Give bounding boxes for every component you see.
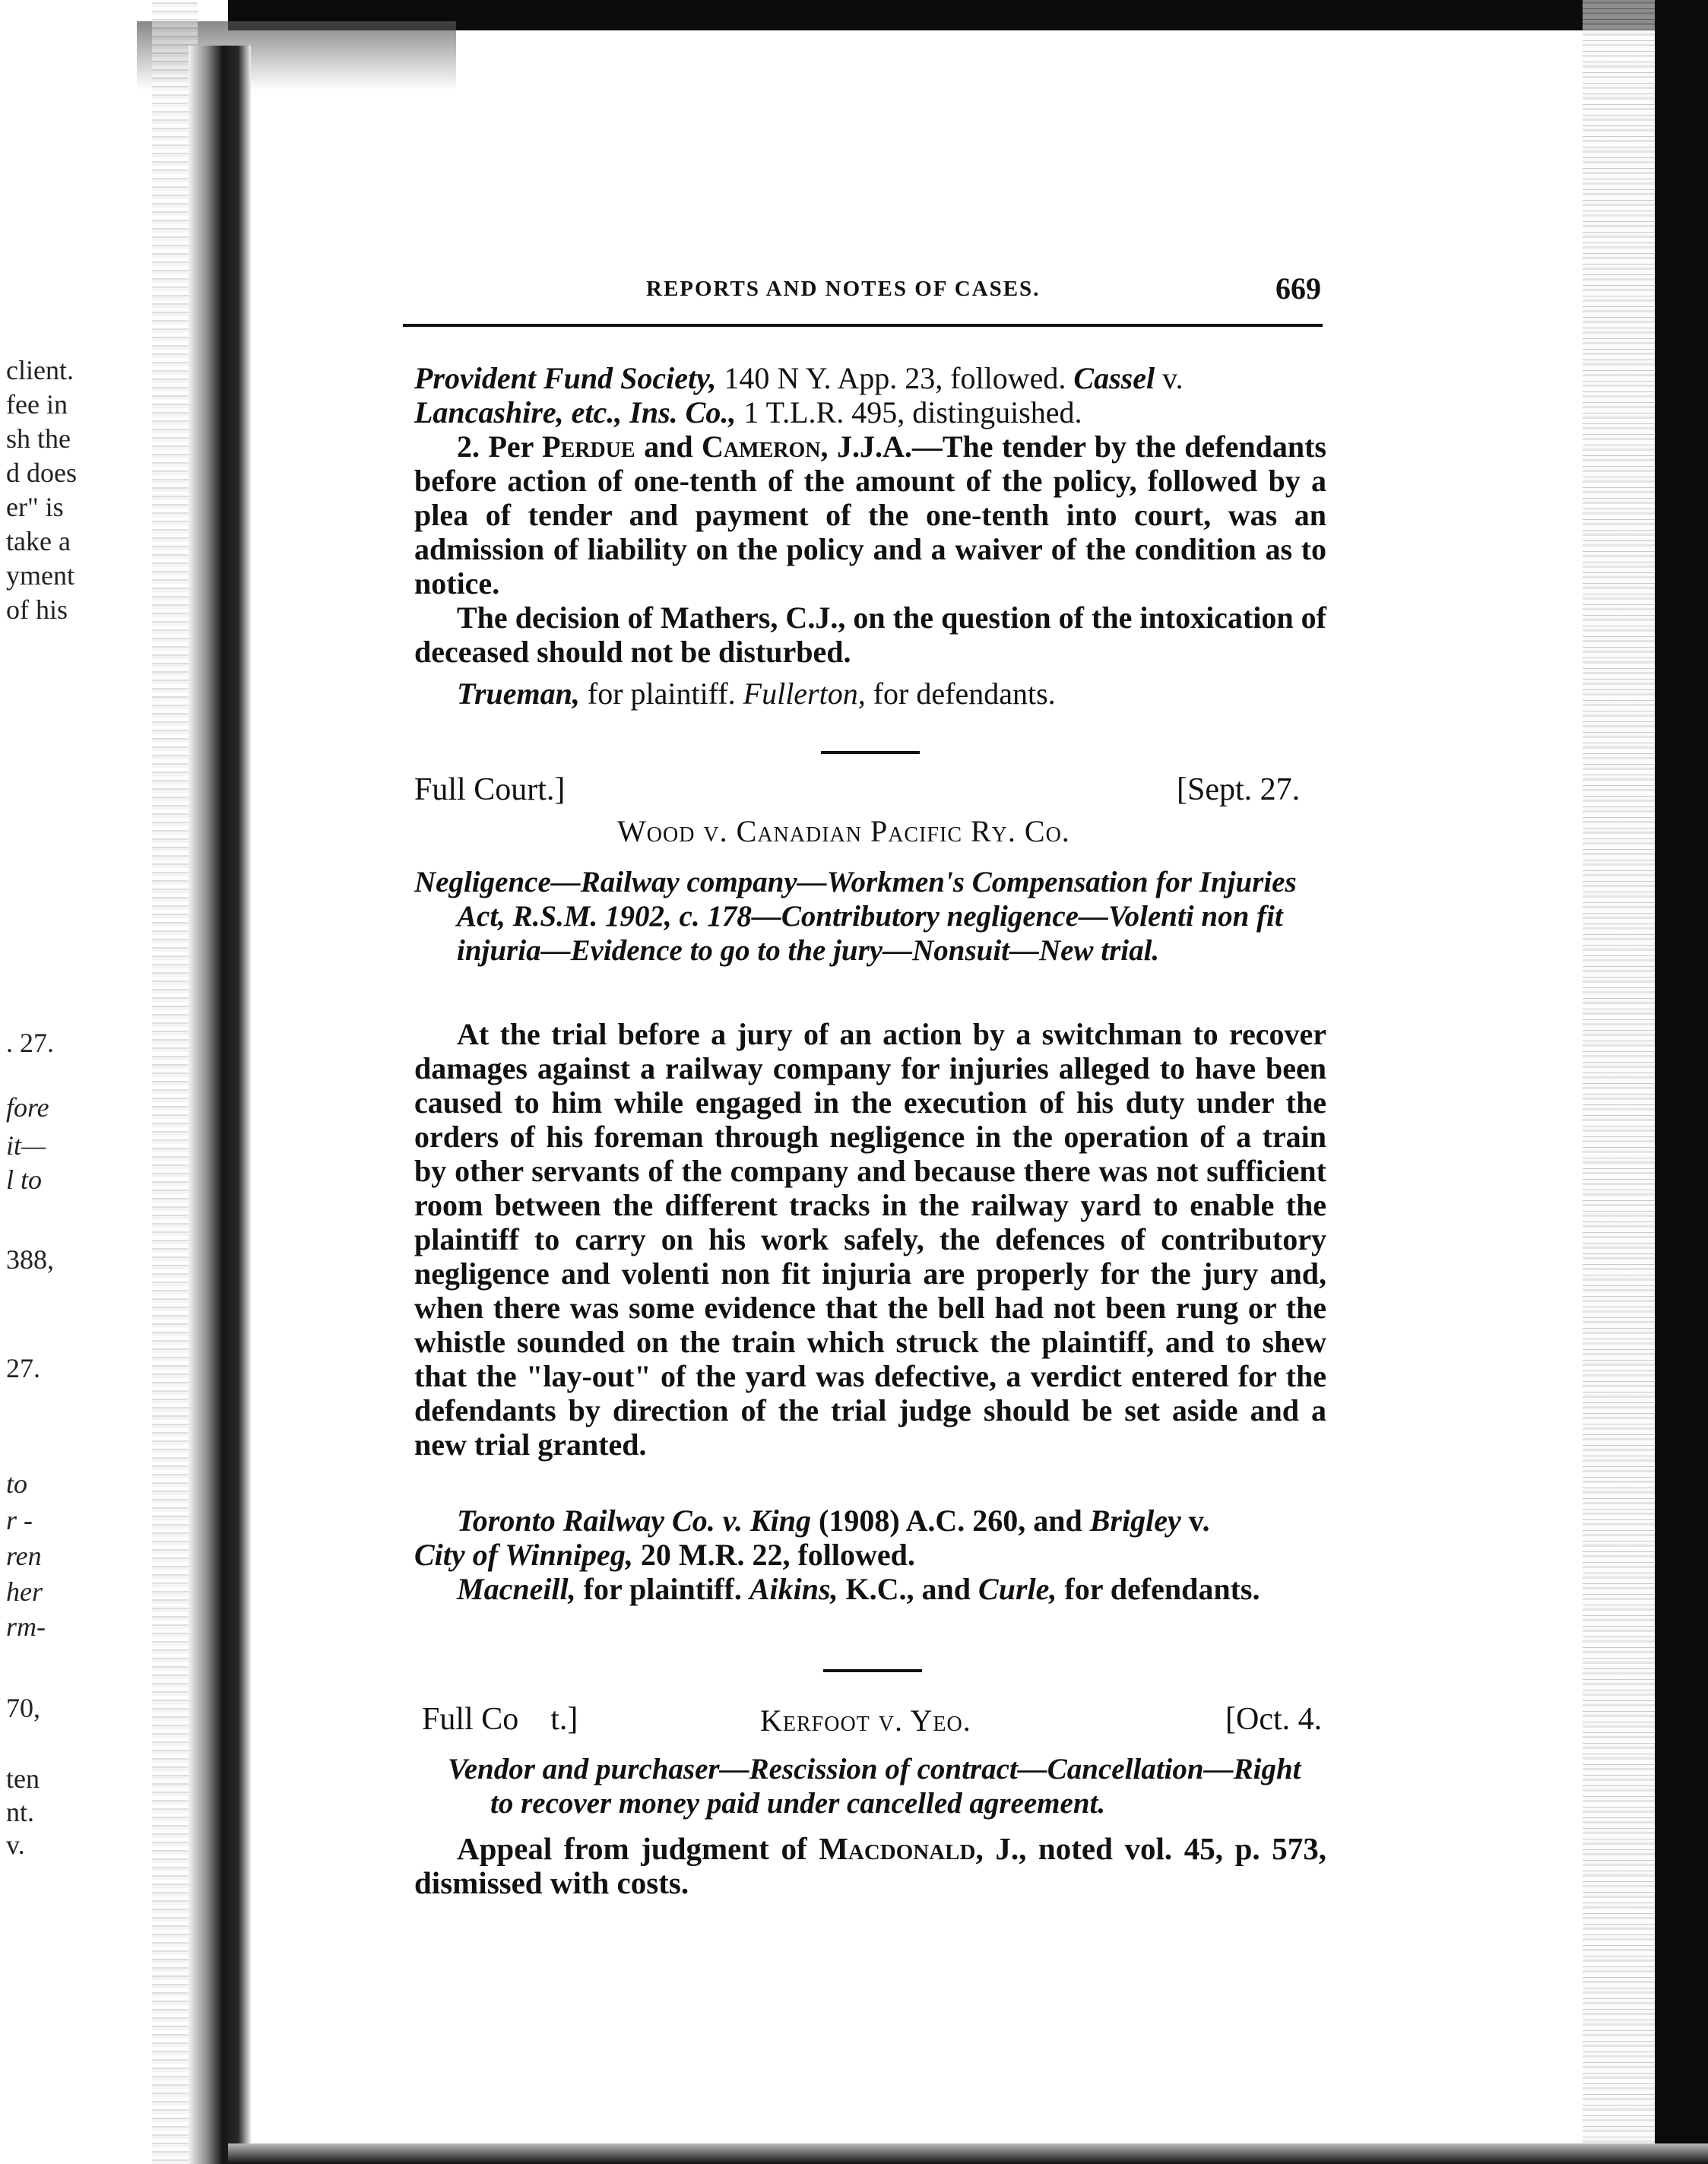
case-summary: At the trial before a jury of an action by a switchman to recover damages against a railway company for injuries alleged to have been caused to him while engaged in the execution of his duty under the orders of his foreman through negligence in the operation of a train by other servants of the company and because there was not sufficient room between the different tracks in the railway yard to enable the plaintiff to carry on his work safely, the defences of contributory negligence and volenti non fit injuria are properly for the jury and, when there was some evidence that the bell had not been rung or the whistle sounded on the train which struck the plaintiff, and to shew that the "lay-out" of the yard was defective, a verdict entered for the defendants by direction of the trial judge should be set aside and a new trial granted. (414, 1017, 1326, 1462)
text: for defendants. (865, 676, 1056, 711)
judge-name: Macdonald (819, 1831, 976, 1866)
counsel-name: Fullerton, (743, 676, 866, 711)
counsel-line (414, 1572, 1326, 1606)
text: and (635, 429, 702, 464)
fragment-line: l to (6, 1164, 43, 1195)
header-rule (403, 324, 1323, 327)
judge-name: Cameron (702, 429, 821, 464)
text: for defendants. (1057, 1572, 1260, 1606)
case-date: [Oct. 4. (1225, 1702, 1323, 1737)
fragment-line: 388, (6, 1244, 54, 1275)
fragment-line: it— (6, 1130, 46, 1161)
case-name: Provident Fund Society, (414, 361, 717, 395)
page-number: 669 (1275, 271, 1321, 306)
appeal-paragraph (414, 1832, 1326, 1900)
text: Appeal from judgment of (457, 1831, 819, 1866)
counsel-line (414, 676, 1326, 711)
fragment-line: fore (6, 1092, 49, 1123)
fragment-line: nt. (6, 1797, 35, 1827)
counsel-name: Curle, (978, 1572, 1057, 1606)
text: v. (1180, 1503, 1210, 1538)
fragment-line: 27. (6, 1353, 40, 1383)
fragment-line: fee in (6, 389, 68, 420)
text: 20 M.R. 22, followed. (632, 1538, 915, 1572)
text: , J.J.A.—The tender by the defendants before action of one-tenth of the amount of the policy, followed by a plea of tender and payment of the one-tenth into court, was an admission of liability on the policy and a waiver of the condition as to notice. (414, 429, 1327, 600)
fragment-line: client. (6, 355, 74, 385)
fragment-line: yment (6, 560, 74, 591)
decision-paragraph: The decision of Mathers, C.J., on the question of the intoxication of deceased should not be disturbed. (414, 600, 1326, 669)
text: K.C., and (838, 1572, 979, 1606)
case-title: Kerfoot v. Yeo. (760, 1703, 971, 1738)
fragment-line: sh the (6, 423, 71, 454)
headnote: Vendor and purchaser—Rescission of contract—Cancellation—Right to recover money paid under cancelled agreement. (448, 1753, 1301, 1820)
court-label: Full Co t.] (422, 1702, 578, 1737)
fragment-line: d does (6, 458, 77, 488)
case-separator (821, 751, 920, 754)
fragment-line: . 27. (6, 1028, 54, 1058)
fragment-line: 70, (6, 1693, 40, 1723)
running-head: REPORTS AND NOTES OF CASES. (646, 277, 1041, 301)
fragment-line: of his (6, 594, 68, 625)
case-separator (823, 1669, 922, 1672)
fragment-line: to (6, 1469, 28, 1499)
counsel-name: Aikins, (749, 1572, 838, 1606)
case-name: City of Winnipeg, (414, 1538, 633, 1572)
text: 1 T.L.R. 495, distinguished. (736, 395, 1082, 429)
counsel-name: Trueman, (457, 676, 580, 711)
case-name: Brigley (1089, 1503, 1181, 1538)
text: for plaintiff. (575, 1572, 749, 1606)
fragment-line: ren (6, 1541, 42, 1571)
citation-continuation (414, 361, 1326, 429)
text: for plaintiff. (579, 676, 743, 711)
counsel-name: Macneill, (457, 1572, 576, 1606)
text: v. (1155, 361, 1184, 395)
text: 140 N Y. App. 23, followed. (716, 361, 1074, 395)
fragment-line: her (6, 1576, 43, 1607)
case-name: Lancashire, etc., Ins. Co., (414, 395, 737, 429)
text: (1908) A.C. 260, and (811, 1503, 1090, 1538)
court-label: Full Court.] (414, 772, 566, 807)
fragment-line: er" is (6, 492, 64, 522)
holding-paragraph (414, 429, 1326, 600)
case-name: Cassel (1073, 361, 1155, 395)
case-name: Toronto Railway Co. v. King (457, 1503, 812, 1538)
case-title: Wood v. Canadian Pacific Ry. Co. (617, 814, 1070, 848)
fragment-line: v. (6, 1830, 25, 1860)
fragment-line: rm- (6, 1611, 46, 1642)
text: 2. Per (457, 429, 543, 464)
judge-name: Perdue (542, 429, 635, 464)
citations-line (414, 1503, 1326, 1572)
headnote: Negligence—Railway company—Workmen's Compensation for Injuries Act, R.S.M. 1902, c. 178—Contributory negligence—Volenti non fit injuria—Evidence to go to the jury—Nonsuit—New trial. (414, 866, 1297, 967)
fragment-line: r - (6, 1505, 33, 1535)
text: , J., noted vol. 45, p. 573, dismissed with costs. (414, 1831, 1326, 1900)
fragment-line: take a (6, 526, 71, 556)
fragment-line: ten (6, 1763, 40, 1794)
case-date: [Sept. 27. (1177, 772, 1301, 807)
